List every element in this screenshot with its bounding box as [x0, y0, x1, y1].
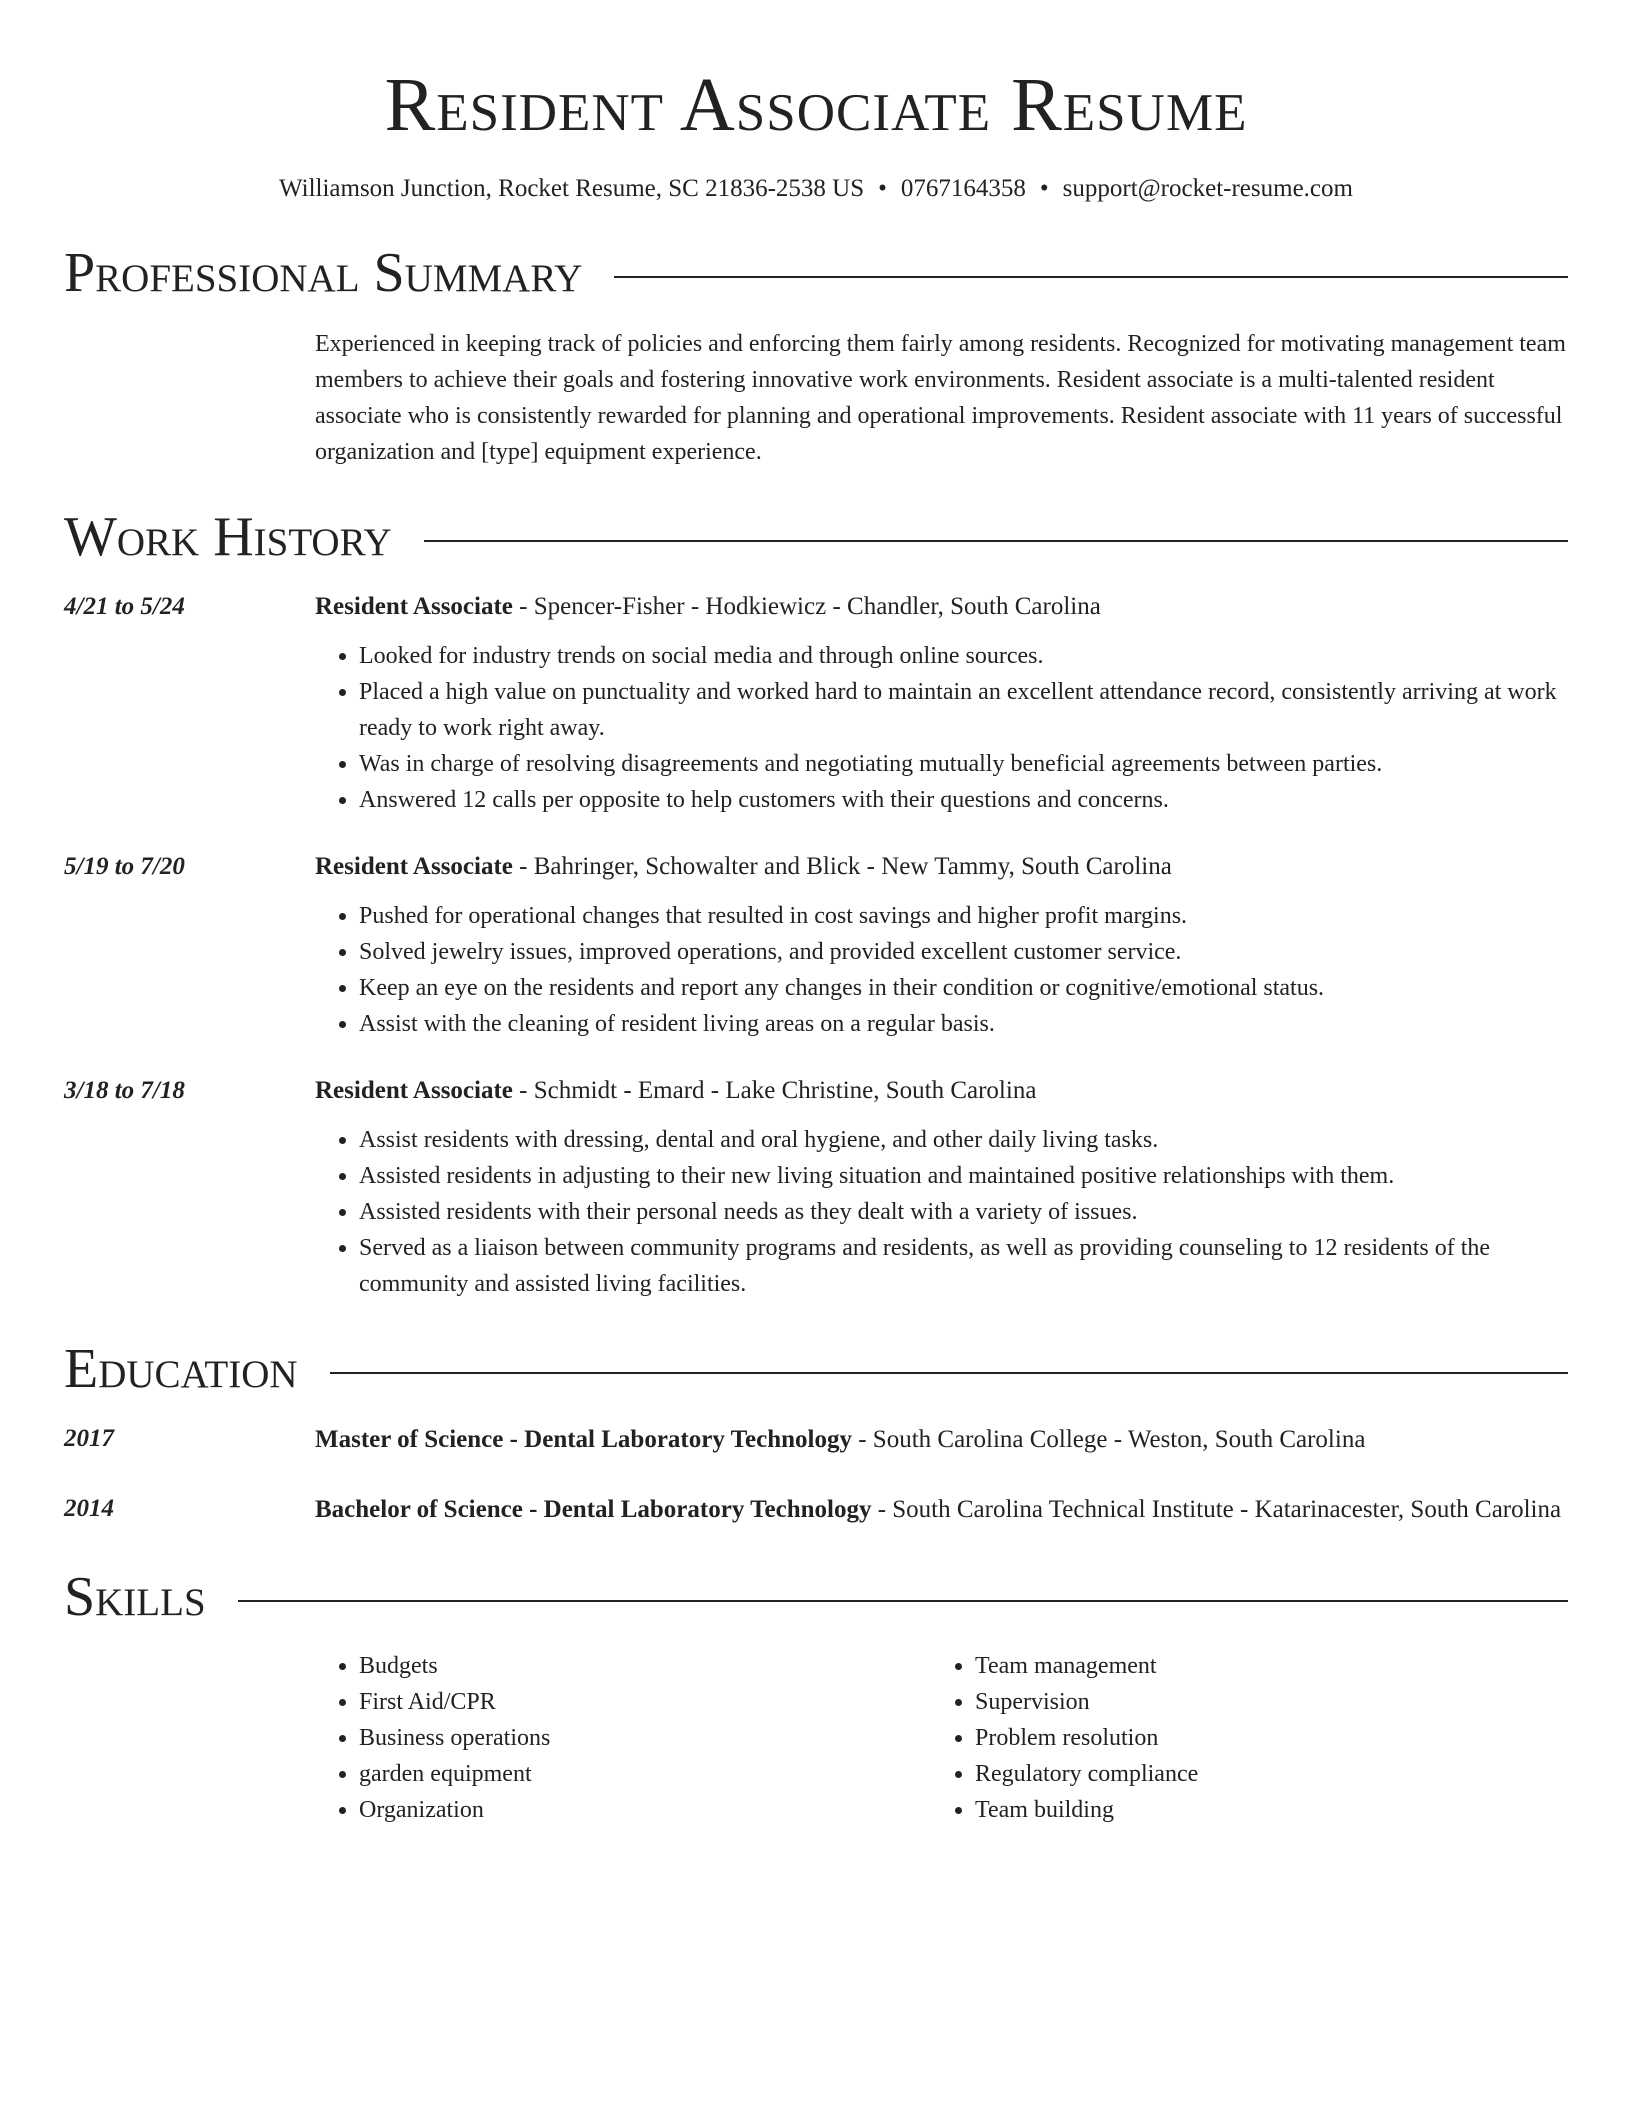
- section-divider: [614, 276, 1568, 278]
- list-item: • Supervision: [975, 1684, 1547, 1720]
- job-heading: [315, 588, 1568, 626]
- job-entry: [64, 588, 1568, 818]
- bullet-separator: •: [878, 175, 887, 202]
- section-divider: [330, 1372, 1568, 1374]
- education-entry: [64, 1490, 1568, 1530]
- job-employer: - Spencer-Fisher - Hodkiewicz - Chandler, South Carolina: [512, 593, 1101, 620]
- education-school: - South Carolina Technical Institute - Katarinacester, South Carolina: [871, 1496, 1562, 1523]
- job-bullets: [315, 898, 1568, 1042]
- education-year: 2017: [64, 1425, 114, 1452]
- education-degree: Bachelor of Science - Dental Laboratory Technology: [315, 1496, 872, 1523]
- list-item: • Regulatory compliance: [975, 1756, 1547, 1792]
- job-body: [315, 848, 1568, 1042]
- summary-body: [315, 326, 1568, 470]
- list-item: • Was in charge of resolving disagreements and negotiating mutually beneficial agreements between parties.: [359, 746, 1568, 782]
- section-divider: [424, 540, 1568, 542]
- skills-section-header: [64, 1564, 1568, 1630]
- job-dates: 4/21 to 5/24: [64, 593, 185, 620]
- list-item: • First Aid/CPR: [359, 1684, 931, 1720]
- education-entry: [64, 1420, 1568, 1460]
- list-item: • Pushed for operational changes that resulted in cost savings and higher profit margins.: [359, 898, 1568, 934]
- job-dates: 3/18 to 7/18: [64, 1077, 185, 1104]
- job-heading: [315, 848, 1568, 886]
- job-employer: - Bahringer, Schowalter and Blick - New Tammy, South Carolina: [512, 853, 1172, 880]
- list-item: • Assisted residents in adjusting to their new living situation and maintained positive relationships with them.: [359, 1158, 1568, 1194]
- contact-address: Williamson Junction, Rocket Resume, SC 21836-2538 US: [279, 175, 865, 202]
- job-entry: [64, 848, 1568, 1042]
- job-title: Resident Associate: [315, 593, 513, 620]
- summary-row: [64, 326, 1568, 470]
- list-item: • Team building: [975, 1792, 1547, 1828]
- list-item: • Business operations: [359, 1720, 931, 1756]
- education-heading: Education: [64, 1338, 298, 1400]
- work-heading: Work History: [64, 506, 392, 568]
- summary-left-spacer: [64, 326, 315, 470]
- job-dates: 5/19 to 7/20: [64, 853, 185, 880]
- summary-section-header: [64, 240, 1568, 306]
- list-item: • Organization: [359, 1792, 931, 1828]
- list-item: • Looked for industry trends on social media and through online sources.: [359, 638, 1568, 674]
- list-item: • Problem resolution: [975, 1720, 1547, 1756]
- job-title: Resident Associate: [315, 1077, 513, 1104]
- skills-heading: Skills: [64, 1566, 206, 1628]
- skills-column-left: [315, 1648, 931, 1828]
- job-heading: [315, 1072, 1568, 1110]
- job-body: [315, 588, 1568, 818]
- skills-left-spacer: [64, 1648, 315, 1828]
- job-employer: - Schmidt - Emard - Lake Christine, South Carolina: [512, 1077, 1037, 1104]
- job-bullets: [315, 638, 1568, 818]
- education-body: [315, 1490, 1568, 1530]
- skills-column-right: [931, 1648, 1547, 1828]
- list-item: • Assist with the cleaning of resident living areas on a regular basis.: [359, 1006, 1568, 1042]
- list-item: • Keep an eye on the residents and report any changes in their condition or cognitive/emotional status.: [359, 970, 1568, 1006]
- list-item: • Answered 12 calls per opposite to help customers with their questions and concerns.: [359, 782, 1568, 818]
- section-divider: [238, 1600, 1568, 1602]
- list-item: • Solved jewelry issues, improved operations, and provided excellent customer service.: [359, 934, 1568, 970]
- job-entry: [64, 1072, 1568, 1302]
- list-item: • Served as a liaison between community programs and residents, as well as providing counseling to 12 residents of the community and assisted living facilities.: [359, 1230, 1568, 1302]
- summary-text: Experienced in keeping track of policies and enforcing them fairly among residents. Recognized for motivating management team members to achieve their goals and fostering innovative work environments. Resident associate is a multi-talented resident associate who is consistently rewarded for planning and operational improvements. Resident associate with 11 years of successful organization and [type] equipment experience.: [315, 331, 1566, 465]
- job-body: [315, 1072, 1568, 1302]
- job-bullets: [315, 1122, 1568, 1302]
- job-title: Resident Associate: [315, 853, 513, 880]
- skills-row: [64, 1648, 1568, 1828]
- education-body: [315, 1420, 1568, 1460]
- list-item: • Assist residents with dressing, dental and oral hygiene, and other daily living tasks.: [359, 1122, 1568, 1158]
- list-item: • Assisted residents with their personal needs as they dealt with a variety of issues.: [359, 1194, 1568, 1230]
- list-item: • Budgets: [359, 1648, 931, 1684]
- skills-grid: [315, 1648, 1568, 1828]
- list-item: • Team management: [975, 1648, 1547, 1684]
- education-school: - South Carolina College - Weston, South Carolina: [851, 1426, 1366, 1453]
- resume-title: Resident Associate Resume: [384, 63, 1248, 147]
- education-year: 2014: [64, 1495, 114, 1522]
- education-section-header: [64, 1336, 1568, 1402]
- contact-line: [64, 172, 1568, 206]
- summary-heading: Professional Summary: [64, 242, 583, 304]
- work-section-header: [64, 504, 1568, 570]
- bullet-separator: •: [1039, 175, 1049, 202]
- education-degree: Master of Science - Dental Laboratory Technology: [315, 1426, 852, 1453]
- contact-email: support@rocket-resume.com: [1062, 175, 1353, 202]
- list-item: • garden equipment: [359, 1756, 931, 1792]
- list-item: • Placed a high value on punctuality and worked hard to maintain an excellent attendance record, consistently arriving at work ready to work right away.: [359, 674, 1568, 746]
- contact-phone: 0767164358: [900, 175, 1026, 202]
